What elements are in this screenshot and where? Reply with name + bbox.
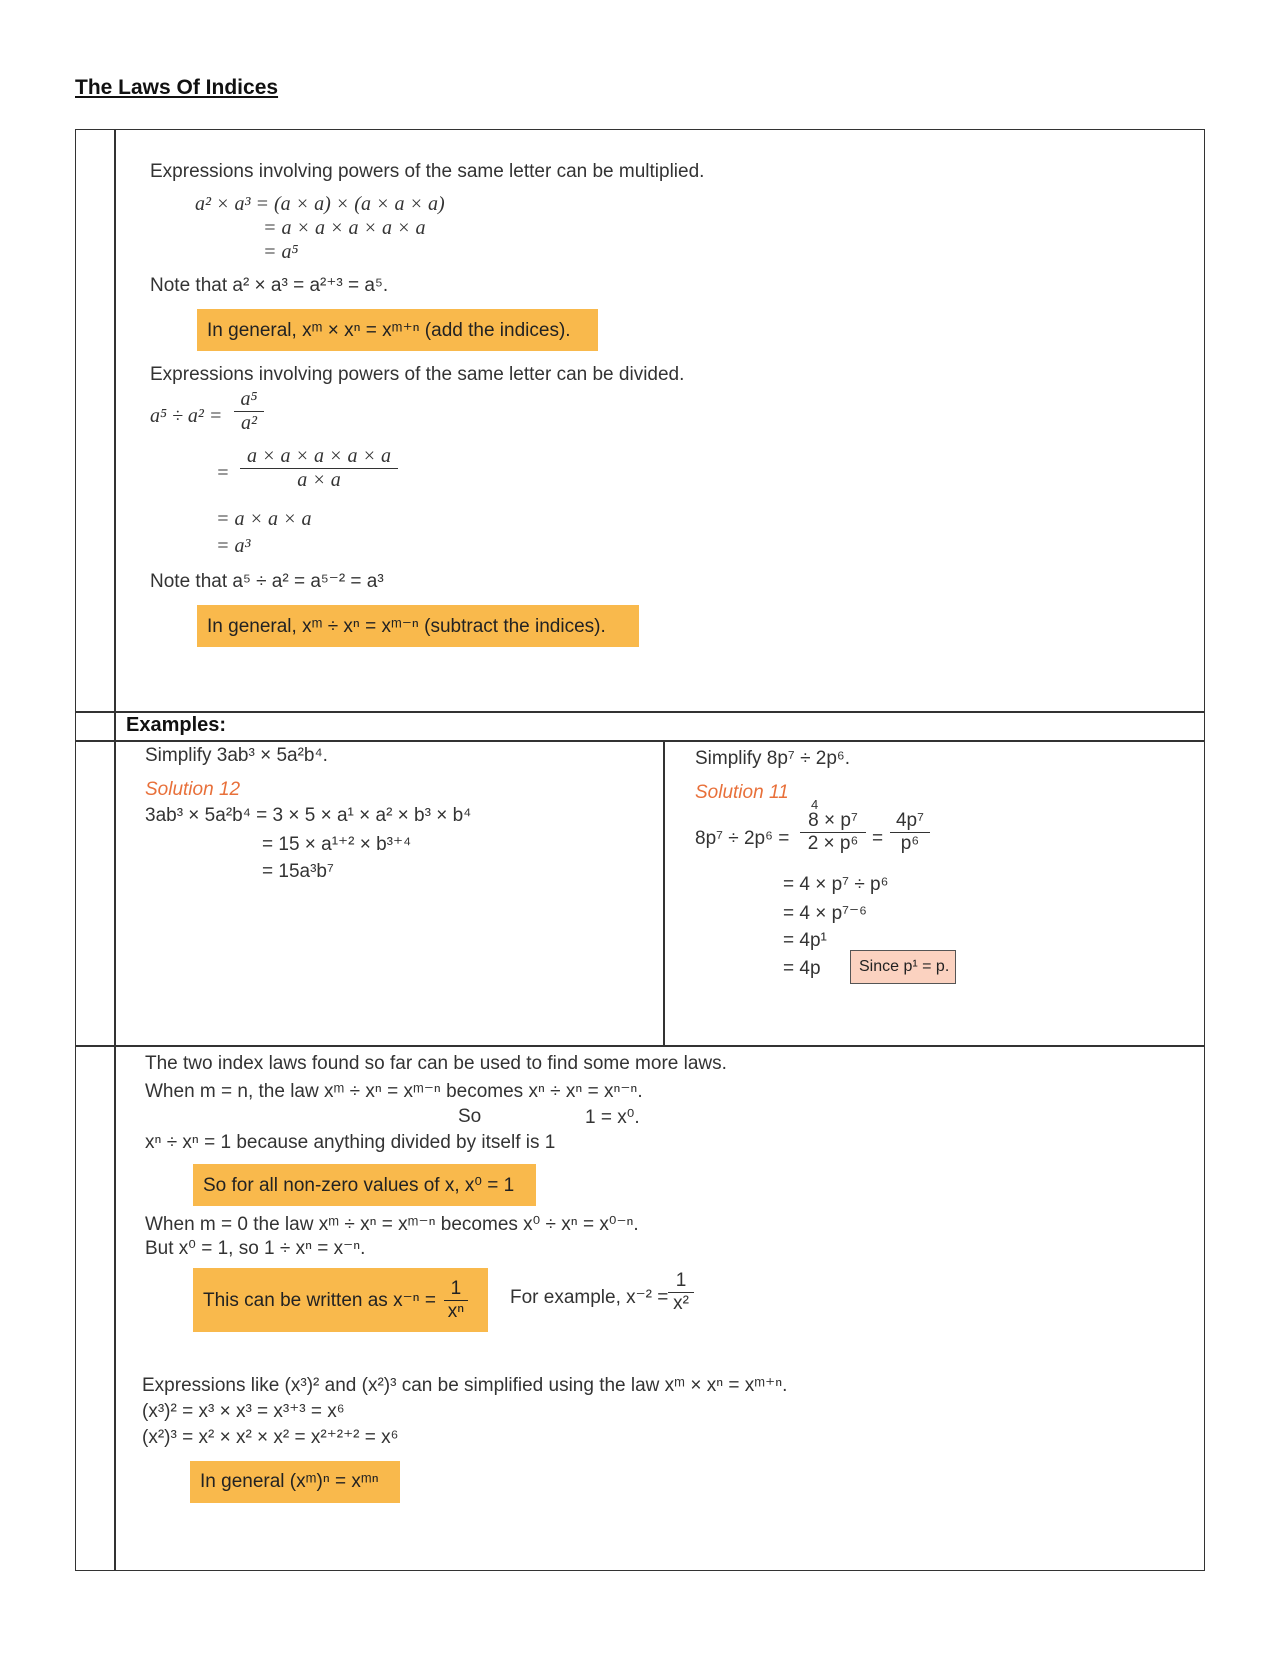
div-lhs: a⁵ ÷ a² =	[150, 405, 223, 427]
div-eq: =	[216, 462, 230, 484]
rule-multiply-highlight	[197, 309, 598, 351]
note-multiply: Note that a² × a³ = a²⁺³ = a⁵.	[150, 275, 389, 296]
examples-column-divider	[663, 740, 665, 1045]
power-line-2: (x²)³ = x² × x² × x² = x²⁺²⁺² = x⁶	[142, 1427, 399, 1448]
example-right-fraction-1	[800, 810, 866, 855]
negative-example-denominator: x²	[668, 1292, 694, 1315]
example-right-fraction-2	[890, 810, 930, 855]
row-divider-1	[75, 711, 1205, 713]
since-note-text: Since p¹ = p.	[859, 958, 950, 975]
intro-divide: Expressions involving powers of the same letter can be divided.	[150, 364, 685, 385]
negative-example-text: For example, x⁻² =	[510, 1287, 669, 1308]
mult-line-1: a² × a³ = (a × a) × (a × a × a)	[195, 193, 445, 215]
example-right-fraction-1-numerator: 8 × p⁷	[808, 810, 858, 831]
so-label: So	[458, 1106, 482, 1127]
row-divider-2	[75, 740, 1205, 742]
example-right-line-3: = 4 × p⁷⁻⁶	[783, 903, 867, 924]
example-left-question: Simplify 3ab³ × 5a²b⁴.	[145, 745, 328, 766]
rule-power-text: In general (xᵐ)ⁿ = xᵐⁿ	[200, 1471, 379, 1492]
power-line-1: (x³)² = x³ × x³ = x³⁺³ = x⁶	[142, 1401, 345, 1422]
rule-power-highlight	[190, 1461, 400, 1503]
rule-zero-text: So for all non-zero values of x, x⁰ = 1	[203, 1174, 515, 1196]
rule-negative-numerator: 1	[450, 1277, 462, 1299]
example-left-line-1: 3ab³ × 5a²b⁴ = 3 × 5 × a¹ × a² × b³ × b⁴	[145, 805, 472, 826]
mult-line-2: = a × a × a × a × a	[263, 217, 426, 239]
div-fraction-2-denominator: a × a	[240, 468, 398, 492]
negative-example-fraction	[668, 1270, 694, 1315]
div-line-3: = a × a × a	[216, 508, 312, 530]
but-text: But x⁰ = 1, so 1 ÷ xⁿ = x⁻ⁿ.	[145, 1238, 366, 1259]
example-left-line-3: = 15a³b⁷	[262, 861, 334, 882]
example-right-solution-label: Solution 11	[695, 782, 789, 803]
so-result: 1 = x⁰.	[585, 1107, 640, 1128]
example-right-line-5: = 4p	[783, 958, 821, 979]
example-right-eq: =	[872, 828, 884, 849]
example-right-fraction-2-denominator: p⁶	[890, 832, 930, 855]
rule-negative-text: This can be written as x⁻ⁿ =	[203, 1289, 436, 1311]
when-m-equals-n: When m = n, the law xᵐ ÷ xⁿ = xᵐ⁻ⁿ becomes xⁿ ÷ xⁿ = xⁿ⁻ⁿ.	[145, 1081, 643, 1102]
page-title: The Laws Of Indices	[75, 76, 279, 99]
negative-example-numerator: 1	[675, 1270, 687, 1291]
example-right-cancel-top: 4	[811, 797, 819, 812]
mult-line-3: = a⁵	[263, 241, 299, 263]
example-right-lhs: 8p⁷ ÷ 2p⁶ =	[695, 828, 790, 849]
div-fraction-1-denominator: a²	[234, 411, 264, 435]
when-m-zero: When m = 0 the law xᵐ ÷ xⁿ = xᵐ⁻ⁿ becomes x⁰ ÷ xⁿ = x⁰⁻ⁿ.	[145, 1214, 639, 1235]
note-divide: Note that a⁵ ÷ a² = a⁵⁻² = a³	[150, 571, 384, 592]
rule-negative-denominator: xⁿ	[444, 1300, 468, 1323]
examples-header: Examples:	[126, 714, 227, 736]
example-right-line-2: = 4 × p⁷ ÷ p⁶	[783, 874, 889, 895]
example-left-line-2: = 15 × a¹⁺² × b³⁺⁴	[262, 834, 412, 855]
div-line-4: = a³	[216, 535, 251, 557]
because-text: xⁿ ÷ xⁿ = 1 because anything divided by itself is 1	[145, 1132, 556, 1153]
since-note-box	[850, 950, 956, 984]
rule-negative-highlight	[193, 1268, 488, 1332]
example-right-line-4: = 4p¹	[783, 930, 827, 951]
div-fraction-2-numerator: a × a × a × a × a	[247, 445, 391, 467]
example-left-solution-label: Solution 12	[145, 779, 241, 800]
div-fraction-1-numerator: a⁵	[240, 388, 258, 410]
rule-multiply-text: In general, xᵐ × xⁿ = xᵐ⁺ⁿ (add the indices).	[207, 319, 571, 341]
example-right-fraction-1-denominator: 2 × p⁶	[800, 832, 866, 855]
rule-zero-highlight	[193, 1164, 536, 1206]
div-fraction-1	[234, 388, 264, 435]
rule-divide-text: In general, xᵐ ÷ xⁿ = xᵐ⁻ⁿ (subtract the indices).	[207, 615, 606, 637]
rule-divide-highlight	[197, 605, 639, 647]
power-intro: Expressions like (x³)² and (x²)³ can be simplified using the law xᵐ × xⁿ = xᵐ⁺ⁿ.	[142, 1375, 788, 1396]
example-right-question: Simplify 8p⁷ ÷ 2p⁶.	[695, 748, 851, 769]
div-fraction-2	[240, 445, 398, 492]
row-divider-3	[75, 1045, 1205, 1047]
rule-negative-fraction	[444, 1278, 468, 1323]
laws-intro: The two index laws found so far can be used to find some more laws.	[145, 1053, 727, 1074]
example-right-fraction-2-numerator: 4p⁷	[895, 810, 924, 831]
table-margin-divider	[114, 129, 116, 1571]
intro-multiply: Expressions involving powers of the same letter can be multiplied.	[150, 161, 705, 182]
